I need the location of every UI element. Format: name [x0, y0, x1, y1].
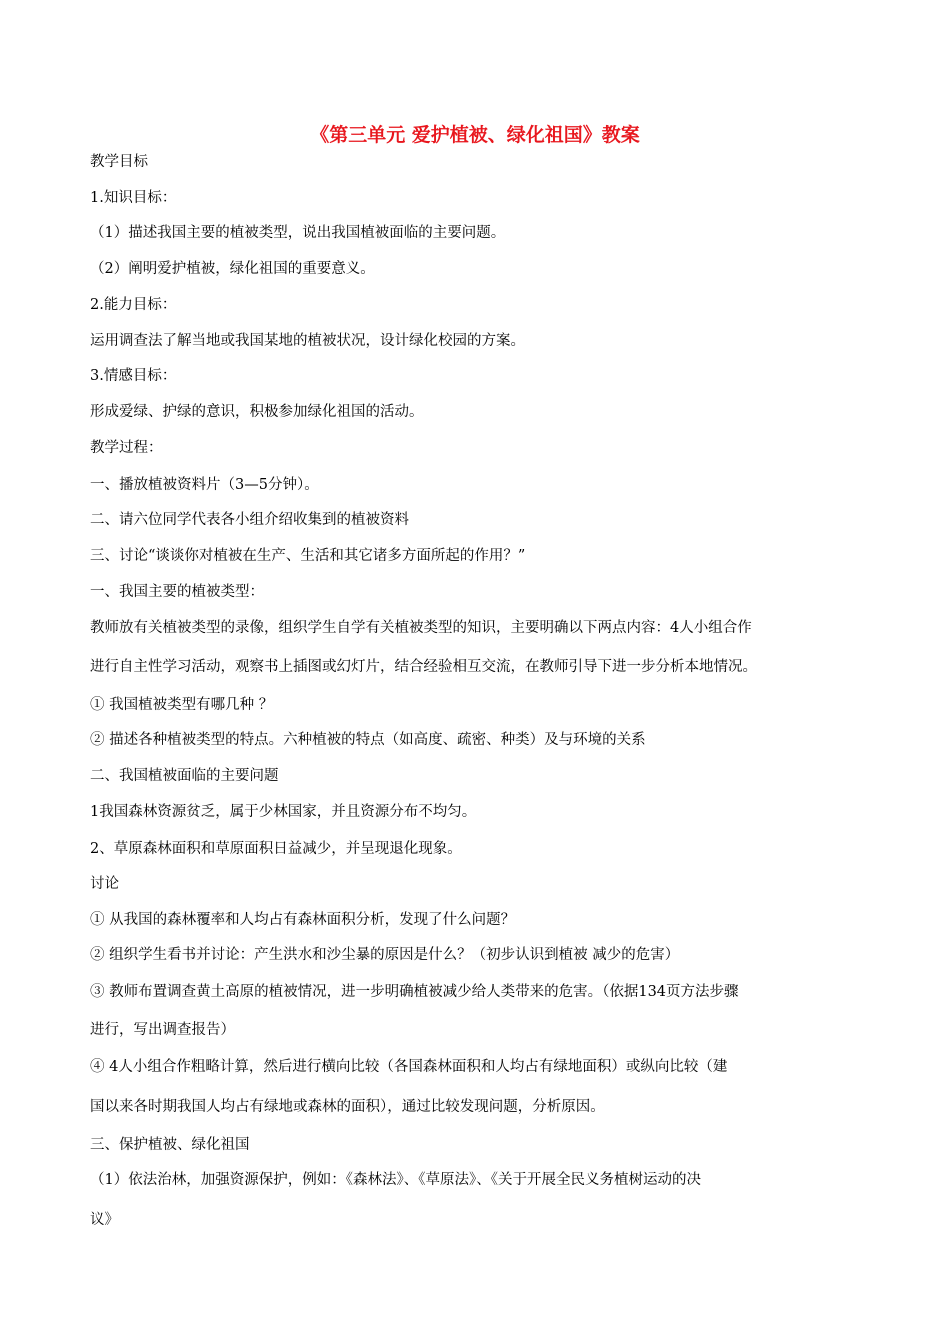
document-title: 《第三单元 爱护植被、绿化祖国》教案: [310, 124, 640, 146]
text-line: （1）依法治林，加强资源保护，例如：《森林法》、《草原法》、《关于开展全民义务植树运动的决: [90, 1172, 701, 1188]
text-line: 形成爱绿、护绿的意识，积极参加绿化祖国的活动。: [90, 404, 424, 420]
text-line: 运用调查法了解当地或我国某地的植被状况，设计绿化校园的方案。: [90, 333, 525, 349]
text-line: 讨论: [90, 876, 119, 892]
text-line: ② 组织学生看书并讨论：产生洪水和沙尘暴的原因是什么？（初步认识到植被 减少的危害）: [90, 947, 680, 963]
text-line: 2.能力目标：: [90, 297, 177, 313]
text-line: 进行，写出调查报告）: [90, 1022, 235, 1038]
text-line: 国以来各时期我国人均占有绿地或森林的面积），通过比较发现问题，分析原因。: [90, 1099, 605, 1115]
text-line: ② 描述各种植被类型的特点。六种植被的特点（如高度、疏密、种类）及与环境的关系: [90, 732, 646, 748]
text-line: 一、播放植被资料片（3—5分钟）。: [90, 477, 319, 493]
text-line: 教学目标: [90, 154, 148, 170]
text-line: 三、讨论“谈谈你对植被在生产、生活和其它诸多方面所起的作用？”: [90, 548, 526, 564]
text-line: 进行自主性学习活动，观察书上插图或幻灯片，结合经验相互交流，在教师引导下进一步分析本地情况。: [90, 659, 757, 675]
text-line: 三、保护植被、绿化祖国: [90, 1137, 250, 1153]
text-line: 一、我国主要的植被类型：: [90, 584, 264, 600]
text-line: 3.情感目标：: [90, 368, 177, 384]
text-line: ④ 4人小组合作粗略计算，然后进行横向比较（各国森林面积和人均占有绿地面积）或纵向比较（建: [90, 1059, 728, 1075]
text-line: ① 从我国的森林覆率和人均占有森林面积分析，发现了什么问题？: [90, 912, 516, 928]
text-line: ① 我国植被类型有哪几种 ？: [90, 697, 274, 713]
text-line: 议》: [90, 1212, 119, 1228]
text-line: 教师放有关植被类型的录像，组织学生自学有关植被类型的知识，主要明确以下两点内容：4人小组合作: [90, 620, 752, 636]
text-line: 二、请六位同学代表各小组介绍收集到的植被资料: [90, 512, 409, 528]
text-line: 1我国森林资源贫乏，属于少林国家，并且资源分布不均匀。: [90, 804, 477, 820]
text-line: 二、我国植被面临的主要问题: [90, 768, 279, 784]
text-line: ③ 教师布置调查黄土高原的植被情况，进一步明确植被减少给人类带来的危害。（依据134页方法步骤: [90, 984, 739, 1000]
text-line: （2）阐明爱护植被，绿化祖国的重要意义。: [90, 261, 375, 277]
text-line: 1.知识目标：: [90, 190, 177, 206]
text-line: （1）描述我国主要的植被类型，说出我国植被面临的主要问题。: [90, 225, 506, 241]
text-line: 2、草原森林面积和草原面积日益减少，并呈现退化现象。: [90, 841, 462, 857]
text-line: 教学过程：: [90, 440, 163, 456]
